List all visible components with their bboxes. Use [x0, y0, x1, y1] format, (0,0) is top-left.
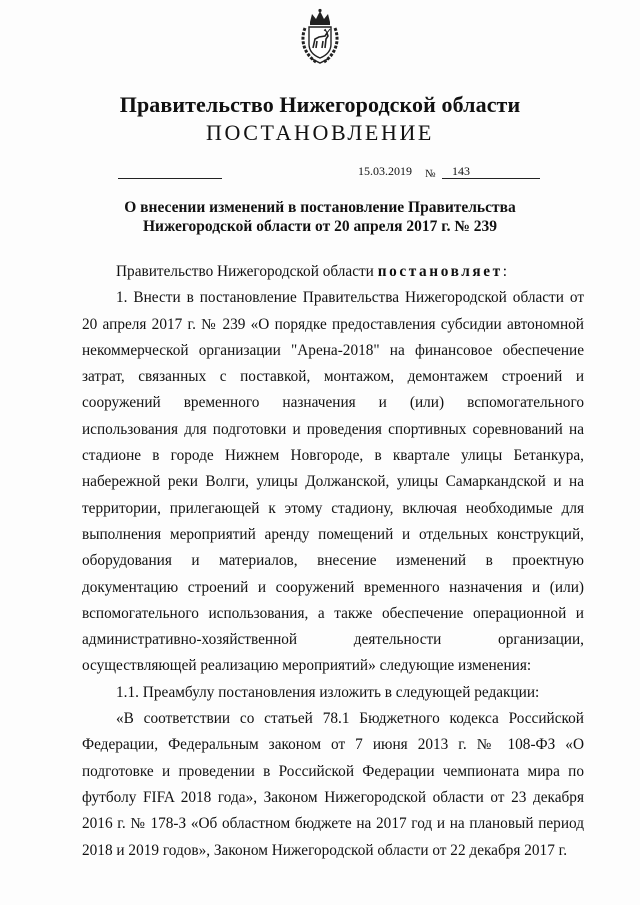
document-body: [82, 259, 584, 864]
intro-paragraph: [82, 259, 584, 285]
intro-prefix: Правительство Нижегородской области: [116, 263, 378, 280]
intro-keyword: постановляет: [377, 263, 503, 280]
paragraph-item-1: 1. Внести в постановление Правительства Нижегородской области от 20 апреля 2017 г. № 239 «О порядке предоставления субсидии автономной некоммерческой организации "Арена-2018" на финансовое обеспечение затрат, связанных с поставкой, монтажом, демонтажем строений и сооружений временного назначения и (или) вспомогательного использования для подготовки и проведения спортивных соревнований на стадионе в городе Нижнем Новгороде, в квартале улицы Бетанкура, набережной реки Волги, улицы Должанской, улицы Самаркандской и на территории, прилегающей к этому стадиону, включая необходимые для выполнения мероприятий аренду помещений и отдельных конструкций, оборудования и материалов, внесение изменений в проектную документацию строений и сооружений временного назначения и (или) вспомогательного использования, а также обеспечение операционной и административно-хозяйственной деятельности организации, осуществляющей реализацию мероприятий» следующие изменения:: [82, 289, 584, 675]
paragraph-preamble-quote: «В соответствии со статьей 78.1 Бюджетного кодекса Российской Федерации, Федеральным законом от 7 июня 2013 г. № 108-ФЗ «О подготовке и проведении в Российской Федерации чемпионата мира по футболу FIFA 2018 года», Законом Нижегородской области от 23 декабря 2016 г. № 178-З «Об областном бюджете на 2017 год и на плановый период 2018 и 2019 годов», Законом Нижегородской области от 22 декабря 2017 г.: [82, 710, 584, 859]
intro-suffix: :: [502, 263, 508, 280]
subject-line-2: Нижегородской области от 20 апреля 2017 г. № 239: [142, 218, 498, 235]
document-type: ПОСТАНОВЛЕНИЕ: [206, 120, 434, 145]
date-underline: [118, 178, 222, 179]
document-date: 15.03.2019: [358, 164, 412, 178]
number-underline: [442, 178, 540, 179]
document-number: 143: [452, 164, 470, 178]
government-title: Правительство Нижегородской области: [119, 92, 521, 117]
subject-line-1: О внесении изменений в постановление Правительства: [124, 199, 516, 216]
document-subject: [100, 198, 540, 236]
paragraph-item-1-1: 1.1. Преамбулу постановления изложить в следующей редакции:: [116, 683, 540, 701]
number-label: №: [425, 168, 436, 180]
coat-of-arms-emblem: [298, 8, 342, 64]
